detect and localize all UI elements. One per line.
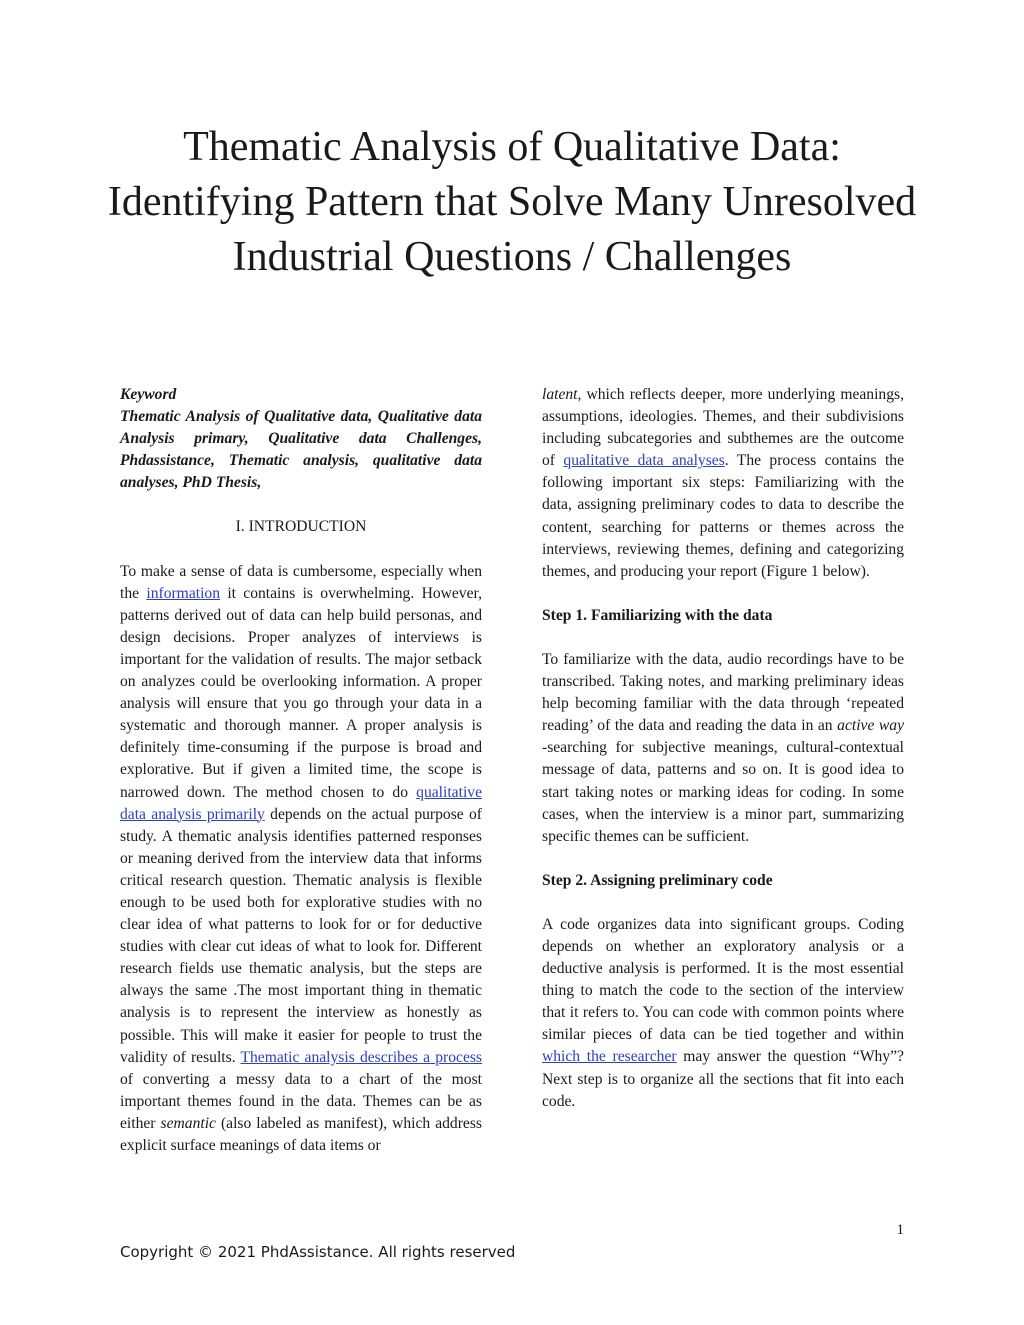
step-1-heading: Step 1. Familiarizing with the data [542, 606, 773, 624]
semantic-term: semantic [160, 1114, 216, 1132]
left-column [120, 384, 482, 1157]
page-number: 1 [896, 1222, 904, 1238]
introduction-paragraph: To make a sense of data is cumbersome, especially when the information it contains is overwhelming. However, patterns derived out of data can help build personas, and design decisions. Proper analyzes of interviews is important for the validation of results. The major setback on analyzes could be overlooking information. A proper analysis will ensure that you go through your data in a systematic and thorough manner. A proper analysis is definitely time-consuming if the purpose is broad and explorative. But if given a limited time, the scope is narrowed down. The method chosen to do qualitative data analysis primarily depends on the actual purpose of study. A thematic analysis identifies patterned responses or meaning derived from the interview data that informs critical research question. Thematic analysis is flexible enough to be used both for explorative studies with no clear idea of what patterns to look for or for deductive studies with clear cut ideas of what to look for. Different research fields use thematic analysis, but the steps are always the same .The most important thing in thematic analysis is to represent the interview as honestly as possible. This will make it easier for people to trust the validity of results. Thematic analysis describes a process of converting a messy data to a chart of the most important themes found in the data. Themes can be as either semantic (also labeled as manifest), which address explicit surface meanings of data items or [120, 562, 483, 1154]
step-2-paragraph: A code organizes data into significant groups. Coding depends on whether an exploratory analysis or a deductive analysis is performed. It is the most essential thing to match the code to the section of the interview that it refers to. You can code with common points where similar pieces of data can be tied together and within which the researcher may answer the question “Why”? Next step is to organize all the sections that fit into each code. [542, 915, 904, 1110]
title-line-3: Industrial Questions / Challenges [232, 234, 792, 280]
qualitative-data-analysis-primarily-link[interactable]: qualitative data analysis primarily [120, 783, 482, 823]
title-line-2: Identifying Pattern that Solve Many Unresolved [107, 179, 917, 225]
qualitative-data-analyses-link[interactable]: qualitative data analyses [563, 452, 725, 470]
information-link[interactable]: information [146, 584, 220, 602]
keywords-heading: Keyword [120, 386, 177, 403]
themes-paragraph: latent, which reflects deeper, more underlying meanings, assumptions, ideologies. Themes, and their subdivisions including subcategories and subthemes are the outcome of qualitative data analyses. The process contains the following important six steps: Familiarizing with the data, assigning preliminary codes to data to describe the content, searching for patterns or themes across the interviews, reviewing themes, defining and categorizing themes, and producing your report (Figure 1 below). [542, 386, 904, 580]
right-column [542, 384, 904, 1113]
active-way-term: active way [837, 717, 905, 735]
latent-term: latent [542, 386, 578, 403]
document-title [90, 120, 934, 285]
which-the-researcher-link[interactable]: which the researcher [542, 1048, 677, 1066]
step-1-paragraph: To familiarize with the data, audio recordings have to be transcribed. Taking notes, and marking preliminary ideas help becoming familiar with the data through ‘repeated reading’ of the data and reading the data in an active way -searching for subjective meanings, cultural-contextual message of data, patterns and so on. It is good idea to start taking notes or marking ideas for coding. In some cases, when the interview is a minor part, summarizing specific themes can be sufficient. [542, 650, 905, 845]
step-2-heading: Step 2. Assigning preliminary code [542, 871, 773, 889]
thematic-analysis-process-link[interactable]: Thematic analysis describes a process [240, 1048, 483, 1066]
introduction-heading: I. INTRODUCTION [235, 518, 367, 536]
keywords-text: Thematic Analysis of Qualitative data, Qualitative data Analysis primary, Qualitative data Challenges, Phdassistance, Thematic analysis, qualitative data analyses, PhD Thesis, [120, 408, 482, 492]
title-line-1: Thematic Analysis of Qualitative Data: [183, 124, 841, 170]
copyright-footer: Copyright © 2021 PhdAssistance. All rights reserved [120, 1243, 516, 1261]
